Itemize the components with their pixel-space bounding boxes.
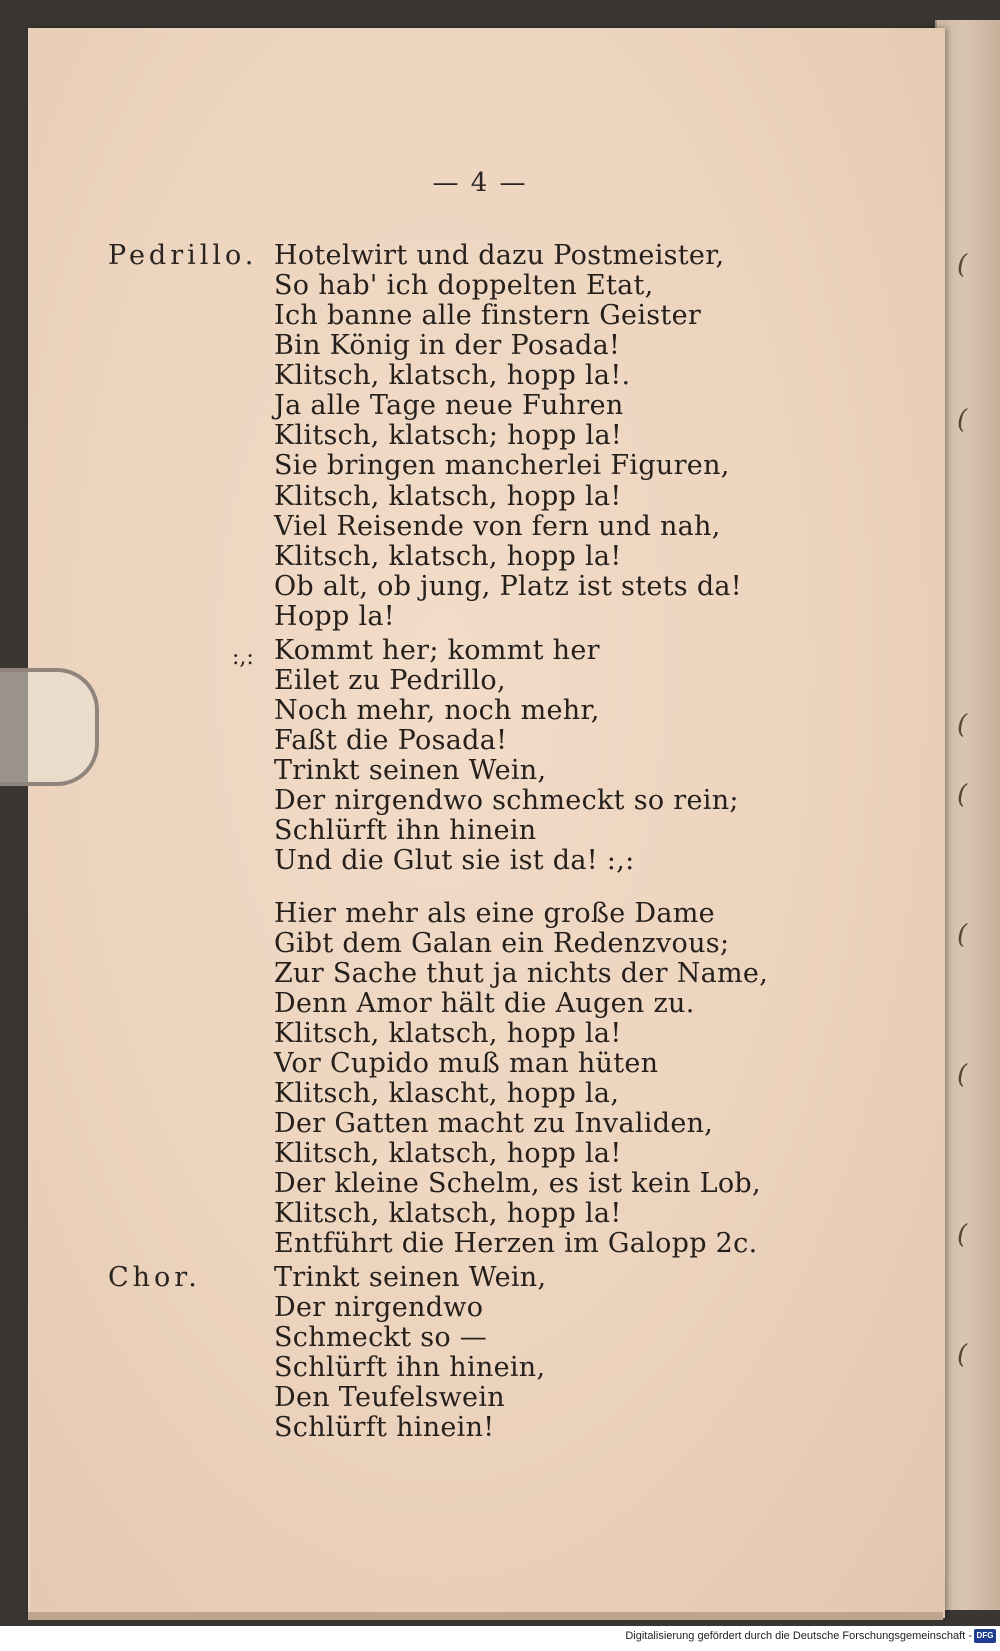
margin-mark: ( bbox=[957, 250, 968, 280]
verse-line: Trinkt seinen Wein, bbox=[274, 1262, 547, 1293]
margin-mark: ( bbox=[957, 1060, 968, 1090]
verse-line: Bin König in der Posada! bbox=[274, 330, 621, 361]
verse-line: Der Gatten macht zu Invaliden, bbox=[274, 1108, 714, 1139]
verse-line: Der nirgendwo bbox=[274, 1292, 484, 1323]
verse-line: So hab' ich doppelten Etat, bbox=[274, 270, 654, 301]
margin-mark: ( bbox=[957, 405, 968, 435]
verse-line: Klitsch, klascht, hopp la, bbox=[274, 1078, 620, 1109]
margin-mark: ( bbox=[957, 920, 968, 950]
repeat-mark: :,: bbox=[232, 645, 254, 670]
verse-line: Hier mehr als eine große Dame bbox=[274, 898, 715, 929]
verse-line: Schmeckt so — bbox=[274, 1322, 488, 1353]
verse-line: Schlürft ihn hinein, bbox=[274, 1352, 546, 1383]
verse-line: Zur Sache thut ja nichts der Name, bbox=[274, 958, 769, 989]
margin-mark: ( bbox=[957, 1220, 968, 1250]
verse-line: Denn Amor hält die Augen zu. bbox=[274, 988, 695, 1019]
verse-line: Den Teufelswein bbox=[274, 1382, 505, 1413]
verse-line: Hopp la! bbox=[274, 601, 395, 632]
verse-line: Der kleine Schelm, es ist kein Lob, bbox=[274, 1168, 761, 1199]
verse-line: Schlürft hinein! bbox=[274, 1412, 495, 1443]
verse-line: Klitsch, klatsch, hopp la!. bbox=[274, 360, 631, 391]
verse-line: Entführt die Herzen im Galopp 2c. bbox=[274, 1228, 758, 1259]
speaker-chor: Chor. bbox=[108, 1262, 201, 1293]
verse-line: Ja alle Tage neue Fuhren bbox=[274, 390, 624, 421]
verse-line: Und die Glut sie ist da! :,: bbox=[274, 845, 635, 876]
verse-line: Vor Cupido muß man hüten bbox=[274, 1048, 659, 1079]
digitization-credit: Digitalisierung gefördert durch die Deutsche Forschungsgemeinschaft - bbox=[625, 1630, 972, 1642]
verse-line: Ich banne alle finstern Geister bbox=[274, 300, 702, 331]
margin-mark: ( bbox=[957, 1340, 968, 1370]
verse-line: Klitsch, klatsch, hopp la! bbox=[274, 1018, 622, 1049]
speaker-pedrillo: Pedrillo. bbox=[108, 240, 258, 271]
margin-mark: ( bbox=[957, 710, 968, 740]
verse-line: Gibt dem Galan ein Redenzvous; bbox=[274, 928, 730, 959]
verse-line: Faßt die Posada! bbox=[274, 725, 508, 756]
verse-line: Kommt her; kommt her bbox=[274, 635, 600, 666]
verse-line: Viel Reisende von fern und nah, bbox=[274, 511, 721, 542]
dfg-logo: DFG bbox=[974, 1629, 996, 1643]
verse-line: Klitsch, klatsch, hopp la! bbox=[274, 541, 622, 572]
verse-line: Klitsch, klatsch, hopp la! bbox=[274, 1138, 622, 1169]
verse-line: Trinkt seinen Wein, bbox=[274, 755, 547, 786]
paper-clip bbox=[0, 668, 99, 786]
verse-line: Sie bringen mancherlei Figuren, bbox=[274, 450, 730, 481]
verse-line: Noch mehr, noch mehr, bbox=[274, 695, 600, 726]
verse-line: Der nirgendwo schmeckt so rein; bbox=[274, 785, 739, 816]
verse-line: Schlürft ihn hinein bbox=[274, 815, 537, 846]
verse-line: Klitsch, klatsch; hopp la! bbox=[274, 420, 622, 451]
page-bottom-edge bbox=[28, 1612, 943, 1620]
verse-line: Ob alt, ob jung, Platz ist stets da! bbox=[274, 571, 742, 602]
margin-mark: ( bbox=[957, 780, 968, 810]
verse-line: Klitsch, klatsch, hopp la! bbox=[274, 481, 622, 512]
page-number: — 4 — bbox=[432, 168, 528, 198]
verse-line: Eilet zu Pedrillo, bbox=[274, 665, 506, 696]
verse-line: Klitsch, klatsch, hopp la! bbox=[274, 1198, 622, 1229]
verse-line: Hotelwirt und dazu Postmeister, bbox=[274, 240, 725, 271]
